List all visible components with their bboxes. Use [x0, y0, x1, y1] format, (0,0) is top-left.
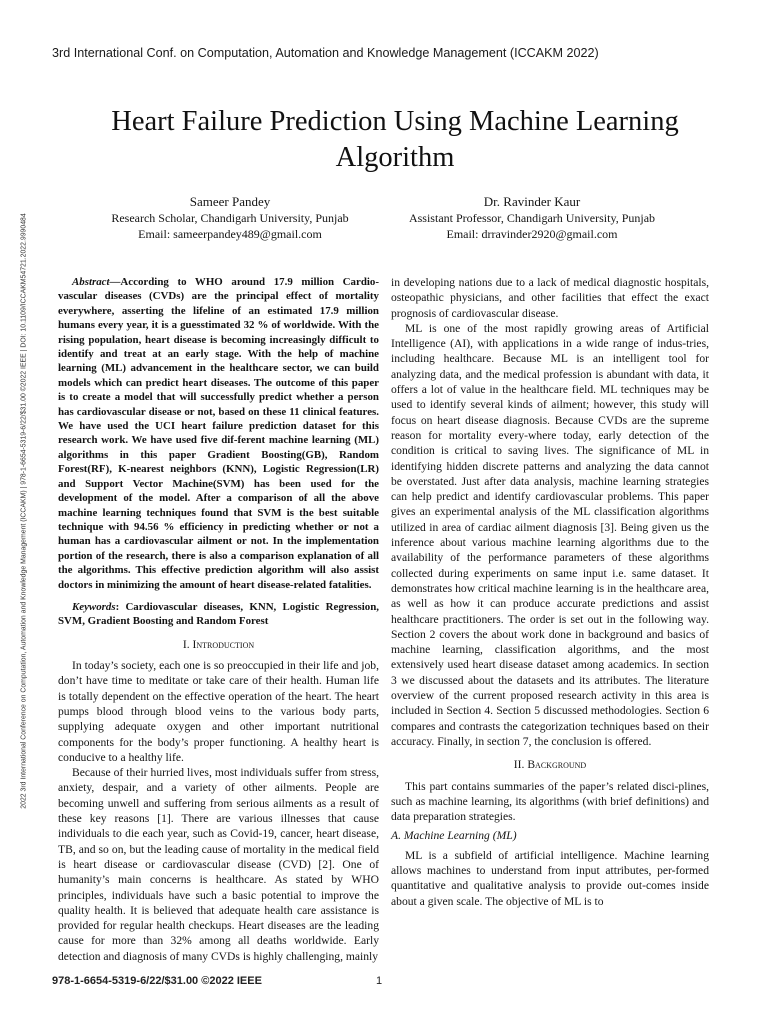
intro-paragraph-3: ML is one of the most rapidly growing areas of Artificial Intelligence (AI), with applications in a wide range of indus-tries, including healthcare. Because ML is an intelligent tool for analyzing data, and the medical profession is abundant with data, it offers a lot of value in the healthcare field. ML techniques may be used to identify several kinds of ailment; however, this study will focus on heart disease diagnosis. Because CVDs are the supreme reason for mortality every-where today, early detection of the condition is critical to saving lives. The significance of ML in identifying hidden discrete patterns and analyzing the data cannot be overstated. Just after data analysis, machine learning strategies can help predict and identify cardiovascular problems. This paper gives an experimental analysis of the ML classification algorithms utilized in area of cardiac ailment diagnosis [3]. Being given us the inference about various machine learning algorithms due to the availability of the performance parameters of these algorithms collected during experiments on same input i.e. same dataset. It demonstrates how critical machine learning is in the healthcare area, as well as how it can produce accurate predictions and assist healthcare practitioners. The order is set out in the following way. Section 2 covers the about work done in background and basics of machine learning, classification algorithms, and the most extensively used heart disease dataset among academics. In section 3 we discussed about the datasets and its attributes. The literature overview of the current proposed research activity in this area is included in Section 4. Section 5 discussed methodologies. Section 6 compares and contrasts the categorization techniques based on their accuracy. Finally, in section 7, the conclusion is offered. — [391, 321, 709, 748]
author-name: Dr. Ravinder Kaur — [483, 194, 581, 209]
author-affiliation: Research Scholar, Chandigarh University, Punjab — [111, 211, 349, 225]
section-number: II. — [513, 758, 525, 772]
subsection-heading-ml: A. Machine Learning (ML) — [391, 829, 517, 843]
section-title: Background — [527, 758, 587, 772]
section-heading-introduction — [58, 637, 379, 652]
background-paragraph: This part contains summaries of the paper’s related disci-plines, such as machine learning, its algorithms (with brief definitions) and data preparation strategies. — [391, 779, 709, 824]
author-block-2 — [382, 194, 682, 242]
keywords-label: Keywords — [72, 600, 116, 613]
intro-paragraph-1: In today’s society, each one is so preoccupied in their life and job, don’t have time to meditate or take care of their health. Human life is totally dependent on the effective operation of the heart. The heart pumps blood through blood veins to the various body parts, supplying adequate oxygen and other important nutritional components for the body’s proper functioning. A healthy heart is conducive to a healthy life. — [58, 659, 379, 764]
author-block-1 — [80, 194, 380, 242]
intro-paragraph-2: Because of their hurried lives, most individuals suffer from stress, anxiety, despair, and a variety of other ailments. People are becoming unwell and suffering from serious ailments as a result of these key reasons [1]. There are various illnesses that cause individuals to die each year, such as Covid-19, cancer, heart disease, TB, and so on, but the leading cause of mortality in the medical field is heart disease or cardiovascular disease (CVD) [2]. One of humanity’s main concerns is healthcare. As stated by WHO principles, individuals have such a basic potential to improve the quality health. It is believed that adequate health care assistance is provided for regular health checkups. Heart diseases are the leading cause for more than 32% among all deaths worldwide. Early detection and diagnosis of many CVDs is highly challenging, mainly — [58, 766, 379, 963]
keywords-text: : Cardiovascular diseases, KNN, Logistic Regression, SVM, Gradient Boosting and Random Forest — [58, 600, 379, 628]
author-email: Email: sameerpandey489@gmail.com — [138, 227, 322, 241]
side-citation-text: 2022 3rd International Conference on Computation, Automation and Knowledge Management (ICCAKM) | 978-1-6654-5319-6/22/$31.00 ©2022 IEEE | DOI: 10.1109/ICCAKM54721.2022.9990484 — [20, 213, 28, 809]
left-column — [58, 275, 379, 964]
paper-title: Heart Failure Prediction Using Machine Learning Algorithm — [111, 106, 679, 173]
abstract — [58, 275, 379, 592]
intro-paragraph-continued: in developing nations due to a lack of medical diagnostic hospitals, osteopathic physicians, and other facilities that effect the exact prognosis of cardiovascular disease. — [391, 276, 709, 320]
page-number: 1 — [376, 975, 383, 987]
abstract-text: —According to WHO around 17.9 million Cardio-vascular diseases (CVDs) are the principal effect of mortality everywhere, asserting the lifeline of an estimated 17.9 million humans every year, it is a guesstimated 32 % of worldwide. With the rising population, heart disease is becoming increasingly difficult to identify and treat at an early stage. With the help of machine learning (ML) advancement in the healthcare sector, we can build models which can predict heart diseases. The outcome of this paper is to create a model that will successfully predict whether a person has cardiovascular disease or not, based on these 11 clinical features. We have used the UCI heart failure prediction dataset for this research work. We have used five dif-ferent machine learning (ML) algorithms in this paper Gradient Boosting(GB), Random Forest(RF), K-nearest neighbors (KNN), Logistic Regression(LR) and Support Vector Machine(SVM) has been used for the development of the model. After a comparison of all the above machine learning techniques found that SVM is the best suitable technique with 94.56 % efficiency in predicting whether or not a human has a cardiovascular ailment or not. In the implementation portion of the research, there is also a comparison explanation of all the algorithms. This effective prediction algorithm will also assist doctors in minimizing the amount of heart disease-related fatalities. — [58, 276, 379, 591]
footer-isbn: 978-1-6654-5319-6/22/$31.00 ©2022 IEEE — [52, 975, 262, 987]
author-affiliation: Assistant Professor, Chandigarh University, Punjab — [408, 211, 656, 225]
section-title: Introduction — [192, 637, 255, 651]
side-citation-strip — [18, 96, 30, 926]
section-heading-background — [391, 757, 709, 772]
section-number: I. — [182, 637, 190, 651]
abstract-label: Abstract — [72, 276, 110, 288]
author-name: Sameer Pandey — [189, 194, 271, 209]
conference-header: 3rd International Conf. on Computation, Automation and Knowledge Management (ICCAKM 2022) — [52, 46, 599, 60]
ml-paragraph: ML is a subfield of artificial intelligence. Machine learning allows machines to understand from input attributes, per-formed quantitative and qualitative analysis to provide out-comes inside about a given scale. The objective of ML is to — [391, 848, 709, 908]
right-column — [391, 275, 709, 909]
author-email: Email: drravinder2920@gmail.com — [446, 227, 618, 241]
keywords — [58, 600, 379, 629]
